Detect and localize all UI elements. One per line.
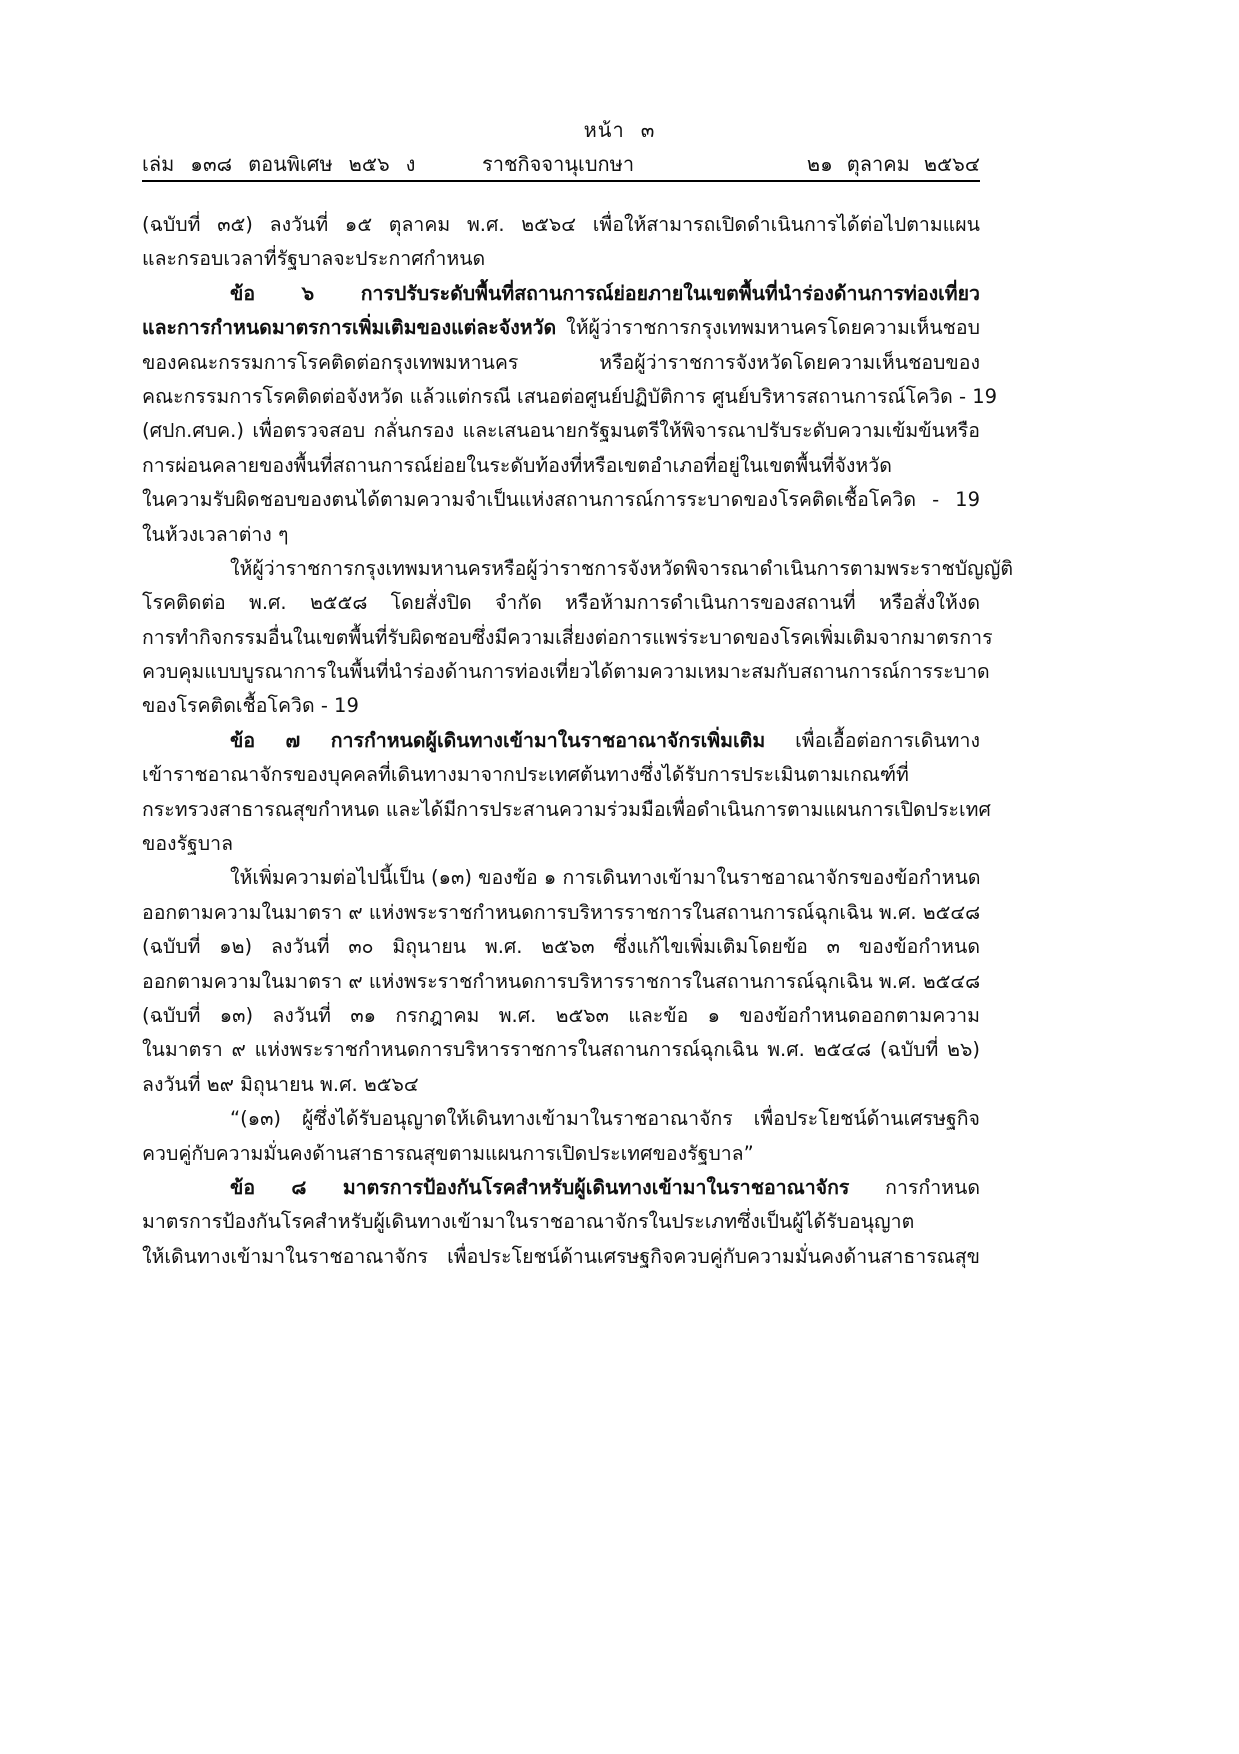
body-line: ของโรคติดเชื้อโควิด - 19 [142,694,359,718]
section-7-heading: ข้อ ๗ การกำหนดผู้เดินทางเข้ามาในราชอาณาจักรเพิ่มเติม เพื่อเอื้อต่อการเดินทาง [230,728,981,752]
body-line: การผ่อนคลายของพื้นที่สถานการณ์ย่อยในระดับท้องที่หรือเขตอำเภอที่อยู่ในเขตพื้นที่จังหวัด [142,453,892,477]
body-line: ของคณะกรรมการโรคติดต่อกรุงเทพมหานคร หรือผู้ว่าราชการจังหวัดโดยความเห็นชอบของ [142,350,980,374]
volume-number: ๑๓๘ [190,152,233,176]
header-divider [142,180,980,182]
body-line: ลงวันที่ ๒๙ มิถุนายน พ.ศ. ๒๕๖๔ [142,1072,419,1096]
body-line: ในมาตรา ๙ แห่งพระราชกำหนดการบริหารราชการในสถานการณ์ฉุกเฉิน พ.ศ. ๒๕๔๘ (ฉบับที่ ๒๖) [142,1038,980,1062]
body-line: (ฉบับที่ ๑๓) ลงวันที่ ๓๑ กรกฎาคม พ.ศ. ๒๕๖๓ และข้อ ๑ ของข้อกำหนดออกตามความ [142,1003,980,1027]
volume-label: เล่ม [142,152,175,176]
body-line: คณะกรรมการโรคติดต่อจังหวัด แล้วแต่กรณี เสนอต่อศูนย์ปฏิบัติการ ศูนย์บริหารสถานการณ์โควิด - 19 [142,384,998,408]
issue-label: ตอนพิเศษ [248,152,333,176]
section-letter: ง [405,152,416,176]
header-date [793,148,980,180]
quoted-clause: “(๑๓) ผู้ซึ่งได้รับอนุญาตให้เดินทางเข้ามาในราชอาณาจักร เพื่อประโยชน์ด้านเศรษฐกิจ [230,1107,980,1131]
date-day: ๒๑ [806,152,833,176]
running-header [142,148,980,178]
document-body [142,208,1014,1274]
date-month: ตุลาคม [846,152,910,176]
quoted-clause: ควบคู่กับความมั่นคงด้านสาธารณสุขตามแผนการเปิดประเทศของรัฐบาล” [142,1141,754,1165]
body-line: ให้เพิ่มความต่อไปนี้เป็น (๑๓) ของข้อ ๑ การเดินทางเข้ามาในราชอาณาจักรของข้อกำหนด [230,866,981,890]
page-number-value: ๓ [640,118,656,142]
body-line: ให้ผู้ว่าราชการกรุงเทพมหานครหรือผู้ว่าราชการจังหวัดพิจารณาดำเนินการตามพระราชบัญญัติ [230,556,1014,580]
section-8-heading: ข้อ ๘ มาตรการป้องกันโรคสำหรับผู้เดินทางเข้ามาในราชอาณาจักร การกำหนด [230,1175,980,1199]
section-6-heading: ข้อ ๖ การปรับระดับพื้นที่สถานการณ์ย่อยภายในเขตพื้นที่นำร่องด้านการท่องเที่ยว [230,281,980,305]
body-line: การทำกิจกรรมอื่นในเขตพื้นที่รับผิดชอบซึ่งมีความเสี่ยงต่อการแพร่ระบาดของโรคเพิ่มเติมจากมาตรการ [142,625,993,649]
body-line: เข้าราชอาณาจักรของบุคคลที่เดินทางมาจากประเทศต้นทางซึ่งได้รับการประเมินตามเกณฑ์ที่ [142,763,909,787]
body-line: ในห้วงเวลาต่าง ๆ [142,522,289,546]
body-line: มาตรการป้องกันโรคสำหรับผู้เดินทางเข้ามาในราชอาณาจักรในประเภทซึ่งเป็นผู้ได้รับอนุญาต [142,1210,915,1234]
body-line: และการกำหนดมาตรการเพิ่มเติมของแต่ละจังหวัด ให้ผู้ว่าราชการกรุงเทพมหานครโดยความเห็นชอบ [142,316,980,340]
body-line: (ศปก.ศบค.) เพื่อตรวจสอบ กลั่นกรอง และเสนอนายกรัฐมนตรีให้พิจารณาปรับระดับความเข้มข้นหรือ [142,419,980,443]
publication-title: ราชกิจจานุเบกษา [482,152,635,176]
page-number [0,114,1239,146]
body-line: ออกตามความในมาตรา ๙ แห่งพระราชกำหนดการบริหารราชการในสถานการณ์ฉุกเฉิน พ.ศ. ๒๕๔๘ [142,900,981,924]
body-line: ของรัฐบาล [142,832,234,856]
body-line: (ฉบับที่ ๓๕) ลงวันที่ ๑๕ ตุลาคม พ.ศ. ๒๕๖๔ เพื่อให้สามารถเปิดดำเนินการได้ต่อไปตามแผน [142,213,980,236]
page-label: หน้า [583,118,625,142]
body-line: กระทรวงสาธารณสุขกำหนด และได้มีการประสานความร่วมมือเพื่อดำเนินการตามแผนการเปิดประเทศ [142,797,991,821]
body-line: โรคติดต่อ พ.ศ. ๒๕๕๘ โดยสั่งปิด จำกัด หรือห้ามการดำเนินการของสถานที่ หรือสั่งให้งด [142,591,980,615]
body-line: (ฉบับที่ ๑๒) ลงวันที่ ๓๐ มิถุนายน พ.ศ. ๒๕๖๓ ซึ่งแก้ไขเพิ่มเติมโดยข้อ ๓ ของข้อกำหนด [142,935,980,959]
body-line: ให้เดินทางเข้ามาในราชอาณาจักร เพื่อประโยชน์ด้านเศรษฐกิจควบคู่กับความมั่นคงด้านสาธารณสุข [142,1244,980,1268]
date-year: ๒๕๖๔ [923,152,980,176]
header-volume-info [142,148,431,180]
body-line: ควบคุมแบบบูรณาการในพื้นที่นำร่องด้านการท่องเที่ยวได้ตามความเหมาะสมกับสถานการณ์การระบาด [142,660,990,684]
issue-number: ๒๕๖ [348,152,390,176]
body-line: และกรอบเวลาที่รัฐบาลจะประกาศกำหนด [142,247,486,271]
body-line: ออกตามความในมาตรา ๙ แห่งพระราชกำหนดการบริหารราชการในสถานการณ์ฉุกเฉิน พ.ศ. ๒๕๔๘ [142,969,981,993]
body-line: ในความรับผิดชอบของตนได้ตามความจำเป็นแห่งสถานการณ์การระบาดของโรคติดเชื้อโควิด - 19 [142,488,980,512]
